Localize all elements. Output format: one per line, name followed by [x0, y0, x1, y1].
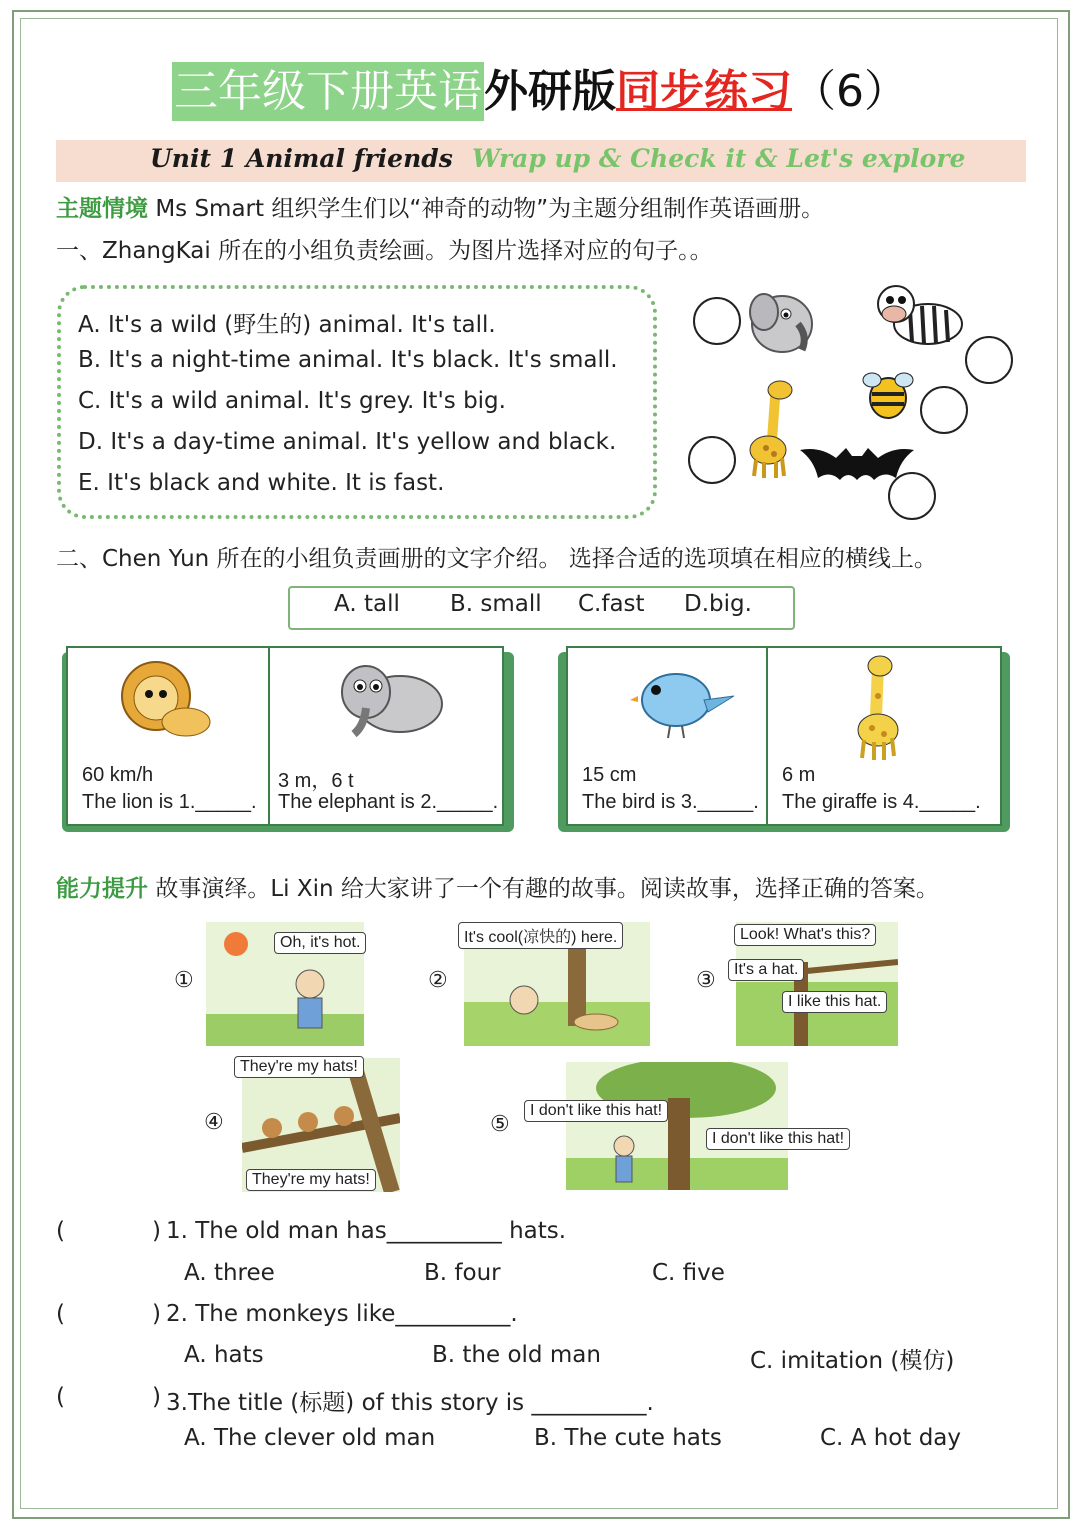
book-page-lion: [66, 646, 270, 826]
giraffe-book-picture: [848, 652, 908, 762]
elephant-picture: [742, 280, 822, 360]
q1-option-a[interactable]: A. three: [184, 1260, 275, 1286]
theme-label: 主题情境: [56, 196, 148, 222]
panel3-bubble-1: Look! What's this?: [734, 924, 876, 946]
panel3-bubble-2: It's a hat.: [728, 959, 804, 981]
q1-close-paren: ): [152, 1218, 161, 1244]
panel3-number: ③: [696, 968, 716, 993]
panel2-bubble: It's cool(凉快的) here.: [458, 922, 623, 949]
q1-option-b[interactable]: B. four: [424, 1260, 501, 1286]
q3-option-a[interactable]: A. The clever old man: [184, 1425, 436, 1451]
q3-stem: 3.The title (标题) of this story is __________.: [166, 1390, 654, 1416]
panel4-bubble-2: They're my hats!: [246, 1169, 376, 1191]
panel2-number: ②: [428, 968, 448, 993]
option-e: E. It's black and white. It is fast.: [78, 470, 445, 496]
q1-stem: 1. The old man has__________ hats.: [166, 1218, 567, 1244]
theme-text: Ms Smart 组织学生们以“神奇的动物”为主题分组制作英语画册。: [155, 196, 825, 222]
bee-picture: [860, 364, 916, 422]
choice-b: B. small: [450, 591, 542, 617]
section3-label: 能力提升: [56, 876, 148, 902]
unit-subtitle: Wrap up & Check it & Let's explore: [472, 144, 966, 173]
answer-circle-bat[interactable]: [888, 472, 936, 520]
title-number: （6）: [792, 66, 908, 117]
q2-option-c[interactable]: C. imitation (模仿): [750, 1348, 955, 1374]
q1-open-paren[interactable]: (: [56, 1218, 65, 1244]
lion-picture: [116, 656, 216, 746]
elephant-book-picture: [330, 656, 450, 748]
q3-option-c[interactable]: C. A hot day: [820, 1425, 962, 1451]
q3-close-paren: ): [152, 1384, 161, 1410]
elephant-sentence[interactable]: The elephant is 2._____.: [278, 791, 499, 813]
panel4-number: ④: [204, 1110, 224, 1135]
bird-sentence[interactable]: The bird is 3._____.: [582, 791, 759, 813]
answer-circle-elephant[interactable]: [693, 297, 741, 345]
panel5-bubble-1: I don't like this hat!: [524, 1100, 668, 1122]
choice-a: A. tall: [334, 591, 400, 617]
section2-heading: 二、Chen Yun 所在的小组负责画册的文字介绍。 选择合适的选项填在相应的横线上。: [56, 546, 937, 572]
section1-heading: 一、ZhangKai 所在的小组负责绘画。为图片选择对应的句子。。: [56, 238, 713, 264]
q2-option-b[interactable]: B. the old man: [432, 1342, 601, 1368]
panel5-bubble-2: I don't like this hat!: [706, 1128, 850, 1150]
title-edition: 外研版: [484, 66, 616, 117]
choice-d: D.big.: [684, 591, 752, 617]
picture-book-left: [62, 646, 514, 832]
panel4-bubble-1: They're my hats!: [234, 1056, 364, 1078]
panel5-number: ⑤: [490, 1112, 510, 1137]
panel1-number: ①: [174, 968, 194, 993]
q2-stem: 2. The monkeys like__________.: [166, 1301, 518, 1327]
section3-heading: [56, 870, 939, 903]
story-panel-5: [566, 1062, 788, 1190]
answer-circle-giraffe[interactable]: [688, 436, 736, 484]
answer-circle-bee[interactable]: [920, 386, 968, 434]
q2-option-a[interactable]: A. hats: [184, 1342, 264, 1368]
answer-circle-zebra[interactable]: [965, 336, 1013, 384]
picture-book-right: [558, 646, 1010, 832]
giraffe-picture: [736, 376, 800, 480]
q2-open-paren[interactable]: (: [56, 1301, 65, 1327]
section3-text: 故事演绎。Li Xin 给大家讲了一个有趣的故事。阅读故事，选择正确的答案。: [155, 876, 939, 902]
q3-open-paren[interactable]: (: [56, 1384, 65, 1410]
book-page-bird: [566, 646, 768, 826]
panel3-bubble-3: I like this hat.: [782, 991, 887, 1013]
option-c: C. It's a wild animal. It's grey. It's big.: [78, 388, 506, 414]
q3-option-b[interactable]: B. The cute hats: [534, 1425, 722, 1451]
panel1-bubble: Oh, it's hot.: [274, 932, 366, 954]
bird-picture: [630, 660, 740, 744]
bird-measure: 15 cm: [582, 764, 637, 786]
book-page-elephant: [268, 646, 504, 826]
elephant-measure: 3 m，6 t: [278, 770, 354, 792]
lion-sentence[interactable]: The lion is 1._____.: [82, 791, 257, 813]
giraffe-sentence[interactable]: The giraffe is 4._____.: [782, 791, 981, 813]
zebra-picture: [870, 272, 972, 362]
worksheet-title: [0, 55, 1080, 135]
option-d: D. It's a day-time animal. It's yellow and black.: [78, 429, 617, 455]
book-page-giraffe: [766, 646, 1002, 826]
theme-line: [56, 190, 824, 223]
lion-measure: 60 km/h: [82, 764, 154, 786]
title-practice: 同步练习: [616, 66, 792, 117]
q1-option-c[interactable]: C. five: [652, 1260, 725, 1286]
unit-title: Unit 1 Animal friends: [150, 144, 453, 173]
option-b: B. It's a night-time animal. It's black. It's small.: [78, 347, 618, 373]
title-grade: 三年级下册英语: [172, 62, 484, 121]
choice-c: C.fast: [578, 591, 645, 617]
q2-close-paren: ): [152, 1301, 161, 1327]
option-a: A. It's a wild (野生的) animal. It's tall.: [78, 312, 496, 338]
giraffe-measure: 6 m: [782, 764, 816, 786]
